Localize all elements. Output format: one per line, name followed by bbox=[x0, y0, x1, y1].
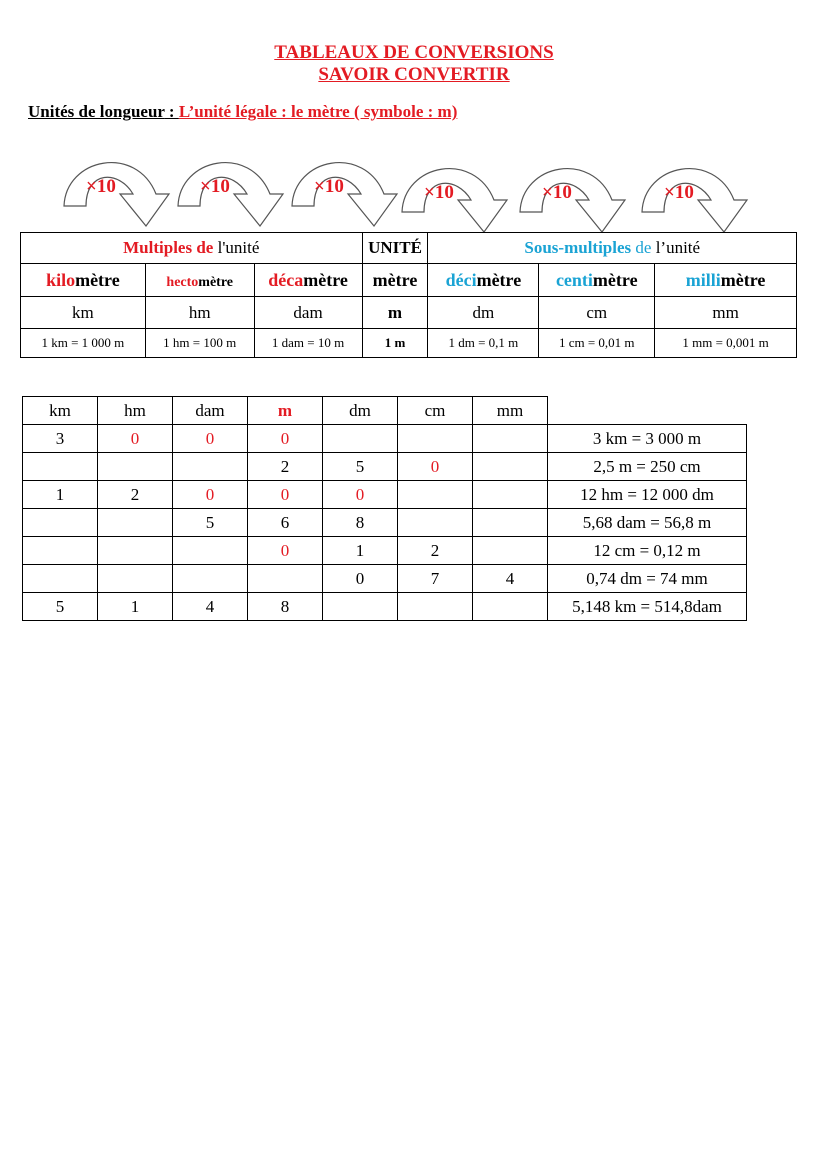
conv-cell: 1 bbox=[23, 481, 98, 509]
arrow-6-label: ×10 bbox=[664, 182, 694, 203]
multiples-tail: l'unité bbox=[213, 238, 260, 257]
conversion-table bbox=[22, 396, 747, 621]
unit-suffix: mètre bbox=[720, 269, 766, 290]
sous-multiples-header bbox=[428, 233, 797, 264]
unit-suffix: mètre bbox=[75, 269, 120, 290]
conv-result: 0,74 dm = 74 mm bbox=[548, 565, 747, 593]
unit-prefix: kilo bbox=[46, 269, 76, 290]
sous-de: de bbox=[631, 238, 652, 257]
conv-cell bbox=[473, 453, 548, 481]
conv-cell bbox=[398, 509, 473, 537]
units-header-row bbox=[21, 233, 797, 264]
page-title: TABLEAUX DE CONVERSIONS bbox=[274, 42, 554, 63]
unit-prefix: déci bbox=[445, 269, 477, 290]
unit-symbols-row bbox=[21, 297, 797, 329]
unit-name-km bbox=[21, 264, 146, 297]
arrow-1 bbox=[64, 163, 169, 226]
conv-cell: 6 bbox=[248, 509, 323, 537]
table-row bbox=[23, 509, 747, 537]
sous-multiples-word: Sous-multiples bbox=[524, 238, 632, 257]
unit-equivalence-cm: 1 cm = 0,01 m bbox=[539, 329, 655, 358]
conv-cell: 3 bbox=[23, 425, 98, 453]
conv-result: 2,5 m = 250 cm bbox=[548, 453, 747, 481]
unit-suffix: mètre bbox=[476, 269, 522, 290]
unit-equivalence-hm: 1 hm = 100 m bbox=[145, 329, 254, 358]
sous-tail: l’unité bbox=[651, 238, 701, 257]
unit-prefix: hecto bbox=[166, 274, 199, 290]
unit-equivalences-row bbox=[21, 329, 797, 358]
conv-cell bbox=[23, 453, 98, 481]
unit-name-cm bbox=[539, 264, 655, 297]
table-row bbox=[23, 537, 747, 565]
conversion-header-row bbox=[23, 397, 747, 425]
conv-cell: 1 bbox=[98, 593, 173, 621]
conv-cell bbox=[473, 593, 548, 621]
conv-col-header-cm: cm bbox=[398, 397, 473, 425]
conv-cell bbox=[98, 453, 173, 481]
conv-cell: 8 bbox=[323, 509, 398, 537]
conv-result: 3 km = 3 000 m bbox=[548, 425, 747, 453]
arrow-4-label: ×10 bbox=[424, 182, 454, 203]
conv-cell bbox=[23, 565, 98, 593]
conv-col-header-km: km bbox=[23, 397, 98, 425]
section-heading bbox=[28, 102, 457, 122]
unit-suffix: mètre bbox=[303, 269, 348, 290]
section-label: Unités de longueur bbox=[28, 102, 165, 121]
multiples-word: Multiples de bbox=[123, 238, 214, 257]
conv-cell: 0 bbox=[248, 537, 323, 565]
conv-cell: 0 bbox=[248, 481, 323, 509]
arrow-2 bbox=[178, 163, 283, 226]
conv-col-header-hm: hm bbox=[98, 397, 173, 425]
unit-equivalence-km: 1 km = 1 000 m bbox=[21, 329, 146, 358]
conv-cell bbox=[248, 565, 323, 593]
unit-equivalence-m: 1 m bbox=[362, 329, 428, 358]
unit-name-m bbox=[362, 264, 428, 297]
conv-cell: 2 bbox=[248, 453, 323, 481]
conv-cell: 2 bbox=[398, 537, 473, 565]
unit-suffix: mètre bbox=[592, 269, 638, 290]
table-row bbox=[23, 425, 747, 453]
unit-name-mm bbox=[655, 264, 797, 297]
conv-cell bbox=[473, 481, 548, 509]
unit-prefix: centi bbox=[555, 269, 593, 290]
section-colon: : bbox=[164, 102, 179, 121]
conv-header-spacer bbox=[548, 397, 747, 425]
arrow-3-label: ×10 bbox=[314, 176, 344, 197]
table-row bbox=[23, 565, 747, 593]
conv-cell bbox=[398, 425, 473, 453]
unit-prefix: milli bbox=[685, 269, 721, 290]
unit-prefix: déca bbox=[268, 269, 304, 290]
conv-result: 12 hm = 12 000 dm bbox=[548, 481, 747, 509]
arrow-3 bbox=[292, 163, 397, 226]
unit-suffix: mètre bbox=[372, 269, 418, 290]
table-row bbox=[23, 453, 747, 481]
unit-symbol-hm: hm bbox=[145, 297, 254, 329]
conv-cell bbox=[98, 565, 173, 593]
unit-symbol-cm: cm bbox=[539, 297, 655, 329]
conv-cell bbox=[398, 481, 473, 509]
conv-cell: 7 bbox=[398, 565, 473, 593]
unit-symbol-dm: dm bbox=[428, 297, 539, 329]
table-row bbox=[23, 593, 747, 621]
unit-symbol-km: km bbox=[21, 297, 146, 329]
conv-cell: 1 bbox=[323, 537, 398, 565]
conv-result: 12 cm = 0,12 m bbox=[548, 537, 747, 565]
conv-cell: 0 bbox=[398, 453, 473, 481]
unit-suffix: mètre bbox=[198, 274, 234, 290]
conv-cell bbox=[323, 593, 398, 621]
conv-cell bbox=[23, 537, 98, 565]
conv-col-header-m: m bbox=[248, 397, 323, 425]
conv-cell: 0 bbox=[323, 565, 398, 593]
unit-name-dm bbox=[428, 264, 539, 297]
conv-cell: 5 bbox=[23, 593, 98, 621]
conv-col-header-mm: mm bbox=[473, 397, 548, 425]
unit-equivalence-dam: 1 dam = 10 m bbox=[254, 329, 362, 358]
conv-cell: 8 bbox=[248, 593, 323, 621]
conv-cell bbox=[323, 425, 398, 453]
conv-cell bbox=[398, 593, 473, 621]
arrow-4 bbox=[402, 169, 507, 232]
multiples-header bbox=[21, 233, 363, 264]
conv-cell: 2 bbox=[98, 481, 173, 509]
conv-cell: 0 bbox=[98, 425, 173, 453]
table-row bbox=[23, 481, 747, 509]
unit-name-dam bbox=[254, 264, 362, 297]
conv-cell: 4 bbox=[173, 593, 248, 621]
conv-col-header-dm: dm bbox=[323, 397, 398, 425]
page-subtitle: SAVOIR CONVERTIR bbox=[318, 64, 510, 85]
conv-cell: 0 bbox=[173, 425, 248, 453]
conv-cell bbox=[173, 537, 248, 565]
conv-cell bbox=[473, 537, 548, 565]
conv-cell: 4 bbox=[473, 565, 548, 593]
conv-cell: 5 bbox=[173, 509, 248, 537]
arrow-5-label: ×10 bbox=[542, 182, 572, 203]
conv-cell bbox=[23, 509, 98, 537]
conv-cell: 0 bbox=[248, 425, 323, 453]
conv-cell bbox=[473, 425, 548, 453]
unit-symbol-mm: mm bbox=[655, 297, 797, 329]
arrow-6 bbox=[642, 169, 747, 232]
unit-names-row bbox=[21, 264, 797, 297]
unite-header: UNITÉ bbox=[362, 233, 428, 264]
units-table bbox=[20, 232, 797, 358]
conv-cell: 5 bbox=[323, 453, 398, 481]
arrow-2-label: ×10 bbox=[200, 176, 230, 197]
conv-cell bbox=[98, 537, 173, 565]
conv-cell: 0 bbox=[323, 481, 398, 509]
conv-col-header-dam: dam bbox=[173, 397, 248, 425]
conv-result: 5,68 dam = 56,8 m bbox=[548, 509, 747, 537]
conv-cell bbox=[473, 509, 548, 537]
conv-cell: 0 bbox=[173, 481, 248, 509]
unit-name-hm bbox=[145, 264, 254, 297]
unit-symbol-m: m bbox=[362, 297, 428, 329]
unit-equivalence-dm: 1 dm = 0,1 m bbox=[428, 329, 539, 358]
conv-cell bbox=[173, 565, 248, 593]
conv-cell bbox=[173, 453, 248, 481]
unit-symbol-dam: dam bbox=[254, 297, 362, 329]
arrow-1-label: ×10 bbox=[86, 176, 116, 197]
legal-unit-text: L’unité légale : le mètre ( symbole : m) bbox=[178, 102, 458, 121]
conv-result: 5,148 km = 514,8dam bbox=[548, 593, 747, 621]
conv-cell bbox=[98, 509, 173, 537]
unit-equivalence-mm: 1 mm = 0,001 m bbox=[655, 329, 797, 358]
multiply-arrows bbox=[0, 140, 828, 232]
arrow-5 bbox=[520, 169, 625, 232]
